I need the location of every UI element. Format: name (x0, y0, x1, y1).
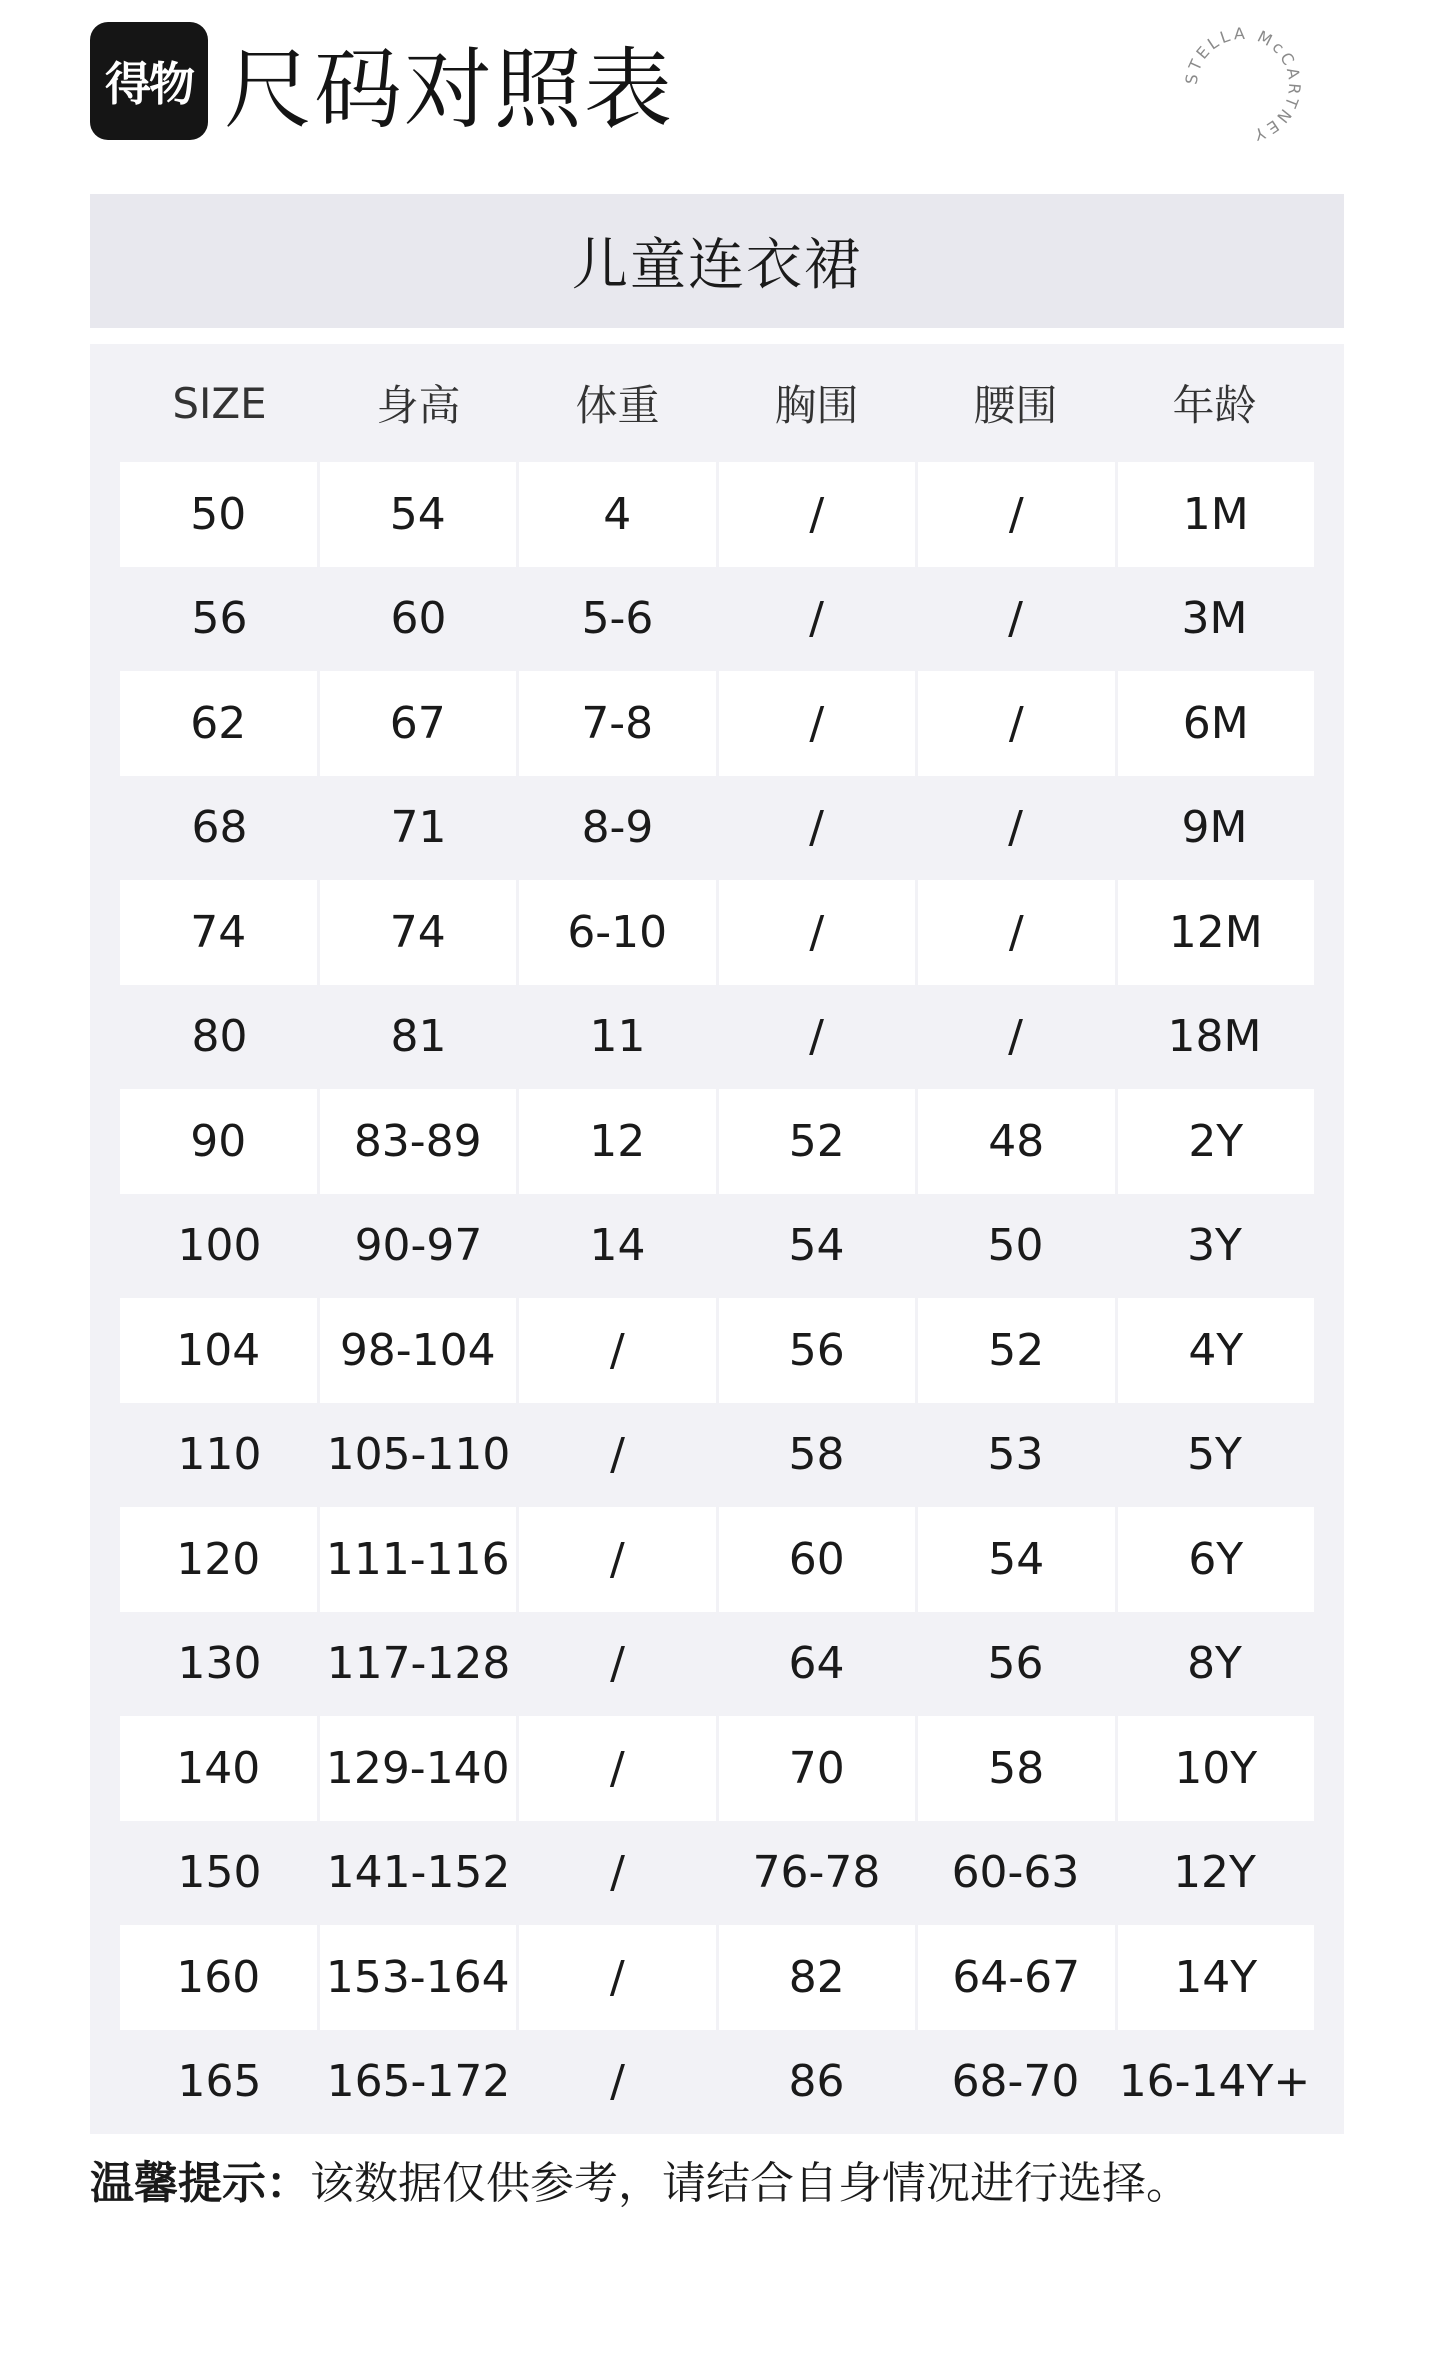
cell-weight: 12 (516, 1089, 716, 1194)
cell-age: 6M (1115, 671, 1315, 776)
cell-weight: 5-6 (581, 593, 654, 645)
cell-height: 60 (390, 593, 447, 645)
cell-waist: 52 (915, 1298, 1115, 1403)
table-row (120, 1821, 1314, 1926)
cell-size: 80 (191, 1011, 248, 1063)
cell-age: 14Y (1115, 1925, 1315, 2030)
cell-weight: / (610, 1429, 625, 1481)
cell-weight: / (516, 1925, 716, 2030)
cell-weight: / (610, 1638, 625, 1690)
cell-age: 3M (1181, 593, 1248, 645)
cell-chest: 56 (716, 1298, 916, 1403)
cell-size: 140 (176, 1742, 261, 1794)
cell-height: 111-116 (317, 1507, 517, 1612)
cell-waist: / (1008, 593, 1023, 645)
page-title: 尺码对照表 (224, 38, 675, 141)
cell-waist: 54 (915, 1507, 1115, 1612)
cell-height: 83-89 (317, 1089, 517, 1194)
cell-weight: / (516, 1298, 716, 1403)
cell-weight: 4 (516, 462, 716, 567)
cell-weight: / (516, 1507, 716, 1612)
cell-size: 50 (190, 488, 247, 540)
cell-size: 120 (176, 1533, 261, 1585)
cell-age: 12Y (1173, 1847, 1256, 1899)
cell-size: 110 (177, 1429, 262, 1481)
cell-weight: 11 (589, 1011, 646, 1063)
cell-age: 9M (1181, 802, 1248, 854)
cell-chest: / (809, 802, 824, 854)
column-header-size: SIZE (172, 378, 267, 428)
cell-waist: 58 (915, 1716, 1115, 1821)
table-row (120, 1507, 1314, 1612)
cell-height: 81 (390, 1011, 447, 1063)
cell-height: 90-97 (354, 1220, 483, 1272)
cell-weight: / (610, 2056, 625, 2108)
cell-chest: / (809, 1011, 824, 1063)
cell-age: 12M (1115, 880, 1315, 985)
tip-label: 温馨提示： (90, 2158, 310, 2209)
cell-chest: / (809, 593, 824, 645)
table-title-bar (90, 194, 1344, 328)
cell-age: 18M (1167, 1011, 1262, 1063)
table-row (120, 462, 1314, 567)
cell-chest: / (716, 462, 916, 567)
cell-chest: 76-78 (752, 1847, 881, 1899)
table-row (120, 1403, 1314, 1508)
cell-height: 129-140 (317, 1716, 517, 1821)
brand-seal-text: STELLA McCARTNEY (1181, 23, 1305, 146)
cell-waist: / (1008, 802, 1023, 854)
table-row (120, 1925, 1314, 2030)
tip-note (90, 2152, 1190, 2216)
brand-logo (90, 22, 208, 140)
cell-waist: / (1008, 1011, 1023, 1063)
cell-height: 98-104 (317, 1298, 517, 1403)
cell-chest: 60 (716, 1507, 916, 1612)
cell-height: 117-128 (326, 1638, 511, 1690)
cell-age: 10Y (1115, 1716, 1315, 1821)
cell-height: 141-152 (326, 1847, 511, 1899)
cell-waist: 64-67 (915, 1925, 1115, 2030)
cell-waist: 53 (987, 1429, 1044, 1481)
cell-age: 2Y (1115, 1089, 1315, 1194)
cell-height: 165-172 (326, 2056, 511, 2108)
cell-size: 74 (190, 906, 247, 958)
cell-size: 56 (191, 593, 248, 645)
cell-height: 71 (390, 802, 447, 854)
cell-size: 150 (177, 1847, 262, 1899)
cell-chest: 58 (788, 1429, 845, 1481)
cell-height: 74 (317, 880, 517, 985)
cell-size: 130 (177, 1638, 262, 1690)
cell-weight: 6-10 (516, 880, 716, 985)
cell-waist: / (915, 880, 1115, 985)
cell-chest: 82 (716, 1925, 916, 2030)
cell-weight: / (610, 1847, 625, 1899)
cell-weight: / (516, 1716, 716, 1821)
cell-chest: 86 (788, 2056, 845, 2108)
column-header-waist: 腰围 (973, 381, 1058, 430)
cell-weight: 7-8 (516, 671, 716, 776)
cell-waist: 56 (987, 1638, 1044, 1690)
table-row (120, 671, 1314, 776)
cell-waist: 68-70 (951, 2056, 1080, 2108)
cell-age: 5Y (1187, 1429, 1242, 1481)
cell-size: 68 (191, 802, 248, 854)
cell-size: 62 (190, 697, 247, 749)
table-row (120, 776, 1314, 881)
cell-chest: 54 (788, 1220, 845, 1272)
table-title: 儿童连衣裙 (572, 233, 862, 298)
cell-age: 4Y (1115, 1298, 1315, 1403)
cell-waist: 60-63 (951, 1847, 1080, 1899)
cell-height: 153-164 (317, 1925, 517, 2030)
cell-height: 105-110 (326, 1429, 511, 1481)
table-row (120, 1716, 1314, 1821)
cell-size: 100 (177, 1220, 262, 1272)
cell-chest: 64 (788, 1638, 845, 1690)
size-table (90, 344, 1344, 2134)
cell-size: 160 (176, 1951, 261, 2003)
cell-height: 67 (317, 671, 517, 776)
column-header-height: 身高 (376, 381, 461, 430)
brand-seal-logo (1178, 20, 1308, 150)
cell-size: 104 (176, 1324, 261, 1376)
column-header-weight: 体重 (575, 381, 660, 430)
table-row (120, 985, 1314, 1090)
table-body (120, 462, 1314, 2134)
cell-waist: / (915, 671, 1115, 776)
cell-size: 165 (177, 2056, 262, 2108)
cell-height: 54 (317, 462, 517, 567)
cell-chest: 70 (716, 1716, 916, 1821)
table-row (120, 1194, 1314, 1299)
column-header-chest: 胸围 (774, 381, 859, 430)
cell-waist: 48 (915, 1089, 1115, 1194)
brand-logo-text: 得物 (105, 57, 193, 111)
cell-chest: 52 (716, 1089, 916, 1194)
cell-age: 1M (1115, 462, 1315, 567)
cell-waist: 50 (987, 1220, 1044, 1272)
table-row (120, 2030, 1314, 2135)
cell-chest: / (716, 880, 916, 985)
cell-weight: 8-9 (581, 802, 654, 854)
cell-size: 90 (190, 1115, 247, 1167)
table-row (120, 1612, 1314, 1717)
table-row (120, 1298, 1314, 1403)
cell-age: 6Y (1115, 1507, 1315, 1612)
table-row (120, 1089, 1314, 1194)
column-header-age: 年龄 (1172, 381, 1257, 430)
cell-age: 8Y (1187, 1638, 1242, 1690)
cell-waist: / (915, 462, 1115, 567)
cell-age: 16-14Y+ (1118, 2056, 1311, 2108)
cell-weight: 14 (589, 1220, 646, 1272)
table-row (120, 880, 1314, 985)
cell-chest: / (716, 671, 916, 776)
table-header-row (120, 344, 1314, 462)
tip-text: 该数据仅供参考，请结合自身情况进行选择。 (310, 2158, 1190, 2209)
table-row (120, 567, 1314, 672)
cell-age: 3Y (1187, 1220, 1242, 1272)
